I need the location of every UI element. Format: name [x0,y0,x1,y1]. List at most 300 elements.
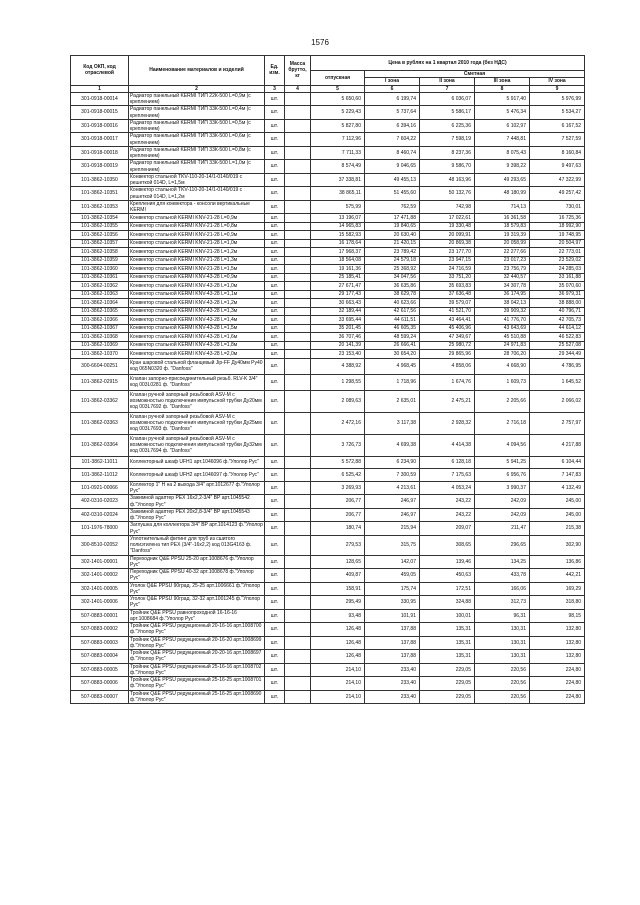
table-cell-price: 762,59 [365,200,420,214]
table-cell-unit: шт. [265,146,285,160]
table-cell-price: 9 497,63 [530,160,585,174]
table-cell-code: 101-3862-10365 [71,307,129,316]
table-cell-price: 8 075,43 [475,146,530,160]
table-cell-code: 301-0918-00015 [71,106,129,120]
table-cell-name: Уголок Q&E PPSU 90град. 32-32 арт.1001245 ф."Уполор Рус" [129,596,265,610]
table-cell-name: Коллектор 1" Н на 2 выхода 3/4" арт.1012677 ф."Уполор Рус" [129,481,265,495]
table-cell-price: 318,80 [530,596,585,610]
table-row [71,412,585,434]
table-cell-price: 206,77 [311,495,365,509]
table-cell-price: 33 161,88 [530,273,585,282]
table-row [71,282,585,291]
table-cell-name: Кран шаровой стальной фланцевый Jip-FF Ду40мм Ру40 код 065N0320 ф. "Danfoss" [130,360,263,373]
table-cell-code: 101-3862-10356 [71,231,129,240]
table-cell-mass [285,434,311,456]
table-cell-code: 101-3862-10361 [71,273,129,282]
table-cell-price: 34 047,56 [365,273,420,282]
table-cell-price: 8 460,74 [365,146,420,160]
table-cell-unit: шт. [265,582,285,596]
table-cell-name: Радиатор панельный KERMI ТИП 33К-500 L=0,8м (с креплением) [129,146,265,160]
table-cell-name: Конвектор стальной KERMI KNV-21-28 L=1,5м [129,265,265,274]
table-cell-code: 300-6604-00251 [71,358,129,374]
table-cell-price: 3 990,37 [475,481,530,495]
table-cell-price: 8 237,36 [420,146,475,160]
table-cell-price: 23 177,70 [420,248,475,257]
table-row [71,390,585,412]
table-cell-mass [285,290,311,299]
header-price-group: Цена в рублях на 1 квартал 2010 года (без НДС) [311,56,585,71]
table-cell-name: Конвектор стальной KERMI KNV-43-28 L=1,5м [129,324,265,333]
column-index: 6 [365,85,420,92]
table-cell-code: 101-3862-03364 [71,434,129,456]
table-cell-unit: шт. [265,456,285,469]
table-cell-unit: шт. [265,555,285,569]
table-cell-name: Радиатор панельный KERMI ТИП 33К-500 L=0,5м (с креплением) [129,119,265,133]
table-cell-price: 243,22 [420,495,475,509]
table-cell-price: 36 707,46 [311,333,365,342]
table-cell-price: 43 464,41 [420,316,475,325]
price-table [70,55,585,704]
table-cell-price: 23 756,79 [475,265,530,274]
table-cell-price: 19 319,39 [475,231,530,240]
table-cell-price: 36 635,86 [365,282,420,291]
table-cell-price: 29 344,49 [530,350,585,359]
column-index: 5 [311,85,365,92]
table-cell-price: 229,05 [420,690,475,704]
table-cell-unit: шт. [265,390,285,412]
table-cell-price: 33 751,20 [420,273,475,282]
table-row [71,106,585,120]
table-cell-mass [285,469,311,482]
table-cell-code: 507-0883-00001 [71,609,129,623]
table-cell-price: 38 888,00 [530,299,585,308]
header-name: Наименование материалов и изделий [129,56,265,86]
table-cell-mass [285,596,311,610]
table-cell-price: 4 213,61 [365,481,420,495]
table-cell-price: 166,06 [475,582,530,596]
table-cell-price: 101,91 [365,609,420,623]
table-cell-price: 214,10 [311,690,365,704]
table-cell-price: 2 205,66 [475,390,530,412]
table-cell-name: Крепления для конвектора - консоли вертикальные KERMI [129,200,265,214]
table-cell-unit: шт. [265,650,285,664]
table-cell-price: 233,40 [365,677,420,691]
table-cell-code: 101-3862-10351 [71,187,129,201]
table-row [71,222,585,231]
table-cell-code: 302-1401-00006 [71,596,129,610]
table-cell-price: 41 776,70 [475,316,530,325]
table-row [71,609,585,623]
table-cell-price: 132,80 [530,623,585,637]
table-cell-code: 301-0918-00018 [71,146,129,160]
table-cell-price: 26 666,41 [365,341,420,350]
table-cell-mass [285,390,311,412]
table-cell-name: Тройник Q&E PPSU редукционный 20-16-20 арт.1008699 ф."Уполор Рус" [129,636,265,650]
table-cell-unit: шт. [265,495,285,509]
table-cell-price: 29 865,96 [420,350,475,359]
table-cell-code: 301-0918-00016 [71,119,129,133]
table-cell-price: 33 695,44 [311,316,365,325]
table-cell-mass [285,412,311,434]
table-cell-mass [285,146,311,160]
table-cell-price: 742,98 [420,200,475,214]
table-cell-price: 38 865,11 [311,187,365,201]
table-cell-name: Конвектор стальной KERMI KNV-43-28 L=1,8м [129,341,265,350]
table-cell-price: 32 440,57 [475,273,530,282]
table-cell-price: 98,15 [530,609,585,623]
table-cell-price: 6 102,97 [475,119,530,133]
table-cell-price: 35 201,45 [311,324,365,333]
table-cell-price: 23 947,15 [420,256,475,265]
table-row [71,358,585,374]
table-cell-price: 714,13 [475,200,530,214]
table-cell-unit: шт. [265,239,285,248]
table-cell-code: 101-3862-10355 [71,222,129,231]
table-cell-code: 101-3862-10369 [71,341,129,350]
table-cell-price: 5 827,80 [311,119,365,133]
table-cell-name: Конвектор стальной KERMI KNV-21-28 L=1,2м [129,248,265,257]
table-cell-code: 101-3862-10359 [71,256,129,265]
table-cell-mass [285,333,311,342]
table-cell-price: 7 175,63 [420,469,475,482]
table-cell-price: 18 579,83 [475,222,530,231]
table-cell-price: 47 349,67 [420,333,475,342]
table-cell-mass [285,231,311,240]
table-cell-mass [285,106,311,120]
table-cell-price: 7 112,96 [311,133,365,147]
table-cell-unit: шт. [265,358,285,374]
table-cell-mass [285,535,311,555]
table-row [71,469,585,482]
header-release: отпускная [311,71,365,86]
column-index: 9 [530,85,585,92]
column-index: 8 [475,85,530,92]
table-cell-code: 101-1976-78000 [71,522,129,536]
table-cell-price: 20 869,38 [420,239,475,248]
table-cell-name: Конвектор стальной KERMI KNV-21-28 L=0,8м [129,222,265,231]
table-row [71,200,585,214]
table-cell-price: 47 322,99 [530,173,585,187]
table-cell-unit: шт. [265,535,285,555]
table-cell-unit: шт. [265,256,285,265]
table-cell-price: 1 298,55 [311,374,365,390]
table-row [71,623,585,637]
table-cell-price: 3 269,93 [311,481,365,495]
table-cell-price: 49 257,42 [530,187,585,201]
table-row [71,663,585,677]
table-cell-price: 36 979,31 [530,290,585,299]
table-cell-price: 4 094,56 [475,434,530,456]
table-cell-mass [285,307,311,316]
table-cell-mass [285,222,311,231]
table-row [71,146,585,160]
table-cell-price: 20 630,40 [365,231,420,240]
table-cell-price: 442,21 [530,569,585,583]
table-cell-name: Тройник Q&E PPSU редукционный 25-16-25 арт.1008701 ф."Уполор Рус" [129,677,265,691]
table-cell-code: 101-3862-10364 [71,299,129,308]
table-cell-price: 7 711,33 [311,146,365,160]
table-cell-mass [285,299,311,308]
table-cell-price: 43 643,69 [475,324,530,333]
table-cell-unit: шт. [265,508,285,522]
table-cell-price: 4 858,06 [420,358,475,374]
column-index: 2 [129,85,265,92]
table-row [71,231,585,240]
table-row [71,350,585,359]
table-cell-code: 101-3862-10362 [71,282,129,291]
table-cell-price: 6 128,18 [420,456,475,469]
table-cell-price: 233,40 [365,690,420,704]
table-cell-name: Клапан ручной запорный резьбовой ASV-M с возможностью подключения импульсной трубки Ду32мм код 003L7694 ф. "Danfoss" [129,434,265,456]
table-cell-mass [285,650,311,664]
table-cell-price: 4 053,24 [420,481,475,495]
table-cell-price: 48 180,99 [475,187,530,201]
table-cell-name: Уголок Q&E PPSU 90град. 25-25 арт.1006661 ф."Уполор Рус" [129,582,265,596]
table-cell-name: Переходник Q&E PPSU 25-20 арт.1008676 ф."Уполор Рус" [129,555,265,569]
table-cell-price: 93,48 [311,609,365,623]
table-cell-mass [285,187,311,201]
table-cell-price: 6 104,44 [530,456,585,469]
table-cell-price: 243,22 [420,508,475,522]
table-cell-unit: шт. [265,596,285,610]
table-cell-code: 402-0310-02024 [71,508,129,522]
table-cell-mass [285,173,311,187]
table-cell-price: 1 609,73 [475,374,530,390]
table-cell-price: 19 330,48 [420,222,475,231]
table-cell-price: 18 992,90 [530,222,585,231]
table-cell-name: Конвектор стальной KERMI KNV-43-28 L=0,9м [129,273,265,282]
table-cell-price: 2 716,18 [475,412,530,434]
table-cell-code: 101-3862-10360 [71,265,129,274]
table-cell-price: 220,56 [475,677,530,691]
table-cell-price: 4 968,45 [365,358,420,374]
table-cell-price: 169,29 [530,582,585,596]
table-cell-unit: шт. [265,623,285,637]
table-cell-name: Заглушка для коллектора 3/4" ВР арт.1014123 ф."Уполор Рус" [130,522,263,535]
table-cell-name: Радиатор панельный KERMI ТИП 33К-500 L=0,6м (с креплением) [129,133,265,147]
table-cell-price: 575,99 [311,200,365,214]
table-cell-price: 40 623,66 [365,299,420,308]
table-cell-price: 126,48 [311,623,365,637]
table-row [71,582,585,596]
table-cell-price: 2 757,97 [530,412,585,434]
table-cell-code: 101-0921-00066 [71,481,129,495]
table-cell-price: 46 522,83 [530,333,585,342]
table-cell-unit: шт. [265,92,285,106]
table-row [71,650,585,664]
table-cell-price: 6 234,90 [365,456,420,469]
table-cell-name: Конвектор стальной KERMI KNV-21-28 L=0,9м [129,231,265,240]
table-cell-price: 308,65 [420,535,475,555]
table-row [71,119,585,133]
table-cell-price: 9 586,70 [420,160,475,174]
table-cell-price: 25 368,92 [365,265,420,274]
table-cell-price: 6 167,52 [530,119,585,133]
table-cell-price: 295,49 [311,596,365,610]
table-cell-price: 4 132,49 [530,481,585,495]
table-cell-price: 20 058,99 [475,239,530,248]
table-cell-price: 158,91 [311,582,365,596]
table-cell-price: 5 534,27 [530,106,585,120]
table-cell-price: 302,90 [530,535,585,555]
table-cell-code: 301-0918-00017 [71,133,129,147]
header-zone-3: III зона [475,78,530,85]
table-cell-price: 44 611,51 [365,316,420,325]
table-cell-mass [285,481,311,495]
table-cell-price: 96,31 [475,609,530,623]
table-cell-price: 1 674,76 [420,374,475,390]
header-estimate: Сметная [365,71,585,78]
table-cell-unit: шт. [265,341,285,350]
table-row [71,265,585,274]
table-cell-price: 137,88 [365,623,420,637]
table-cell-price: 35 070,60 [530,282,585,291]
table-cell-price: 6 956,76 [475,469,530,482]
table-cell-price: 211,47 [475,522,530,536]
table-cell-price: 44 614,12 [530,324,585,333]
table-cell-unit: шт. [265,119,285,133]
table-cell-mass [285,569,311,583]
table-cell-name: Конвектор стальной TKV-110-20-14/1-0140/019 с решеткой 014D, L=1,2м [129,187,265,201]
page-number: 1576 [311,38,329,47]
table-cell-code: 101-3862-10368 [71,333,129,342]
table-cell-price: 22 277,66 [475,248,530,257]
table-cell-price: 45 406,96 [420,324,475,333]
table-cell-price: 24 285,03 [530,265,585,274]
table-cell-mass [285,508,311,522]
table-cell-code: 101-3862-02915 [71,374,129,390]
table-cell-mass [285,555,311,569]
table-cell-code: 300-8510-02052 [71,535,129,555]
table-cell-name: Конвектор стальной KERMI KNV-43-28 L=1,1м [129,290,265,299]
table-cell-price: 2 089,63 [311,390,365,412]
table-cell-price: 24 579,18 [365,256,420,265]
table-cell-price: 30 654,20 [365,350,420,359]
table-cell-price: 21 420,15 [365,239,420,248]
table-cell-mass [285,133,311,147]
table-cell-price: 40 796,71 [530,307,585,316]
table-cell-price: 37 636,48 [420,290,475,299]
table-cell-price: 175,74 [365,582,420,596]
table-row [71,434,585,456]
table-cell-code: 302-1401-00005 [71,582,129,596]
table-cell-price: 4 388,92 [311,358,365,374]
table-cell-price: 279,53 [311,535,365,555]
table-cell-unit: шт. [265,434,285,456]
table-cell-price: 1 718,96 [365,374,420,390]
table-cell-name: Конвектор стальной TKV-110-20-14/1-0140/019 с решеткой 014D, L=1,5м [129,173,265,187]
table-cell-name: Коллекторный шкаф UFH1 арт.1046096 ф."Уполор Рус" [129,456,265,469]
table-cell-mass [285,636,311,650]
table-row [71,636,585,650]
table-cell-name: Конвектор стальной KERMI KNV-21-28 L=1,0м [129,239,265,248]
table-cell-code: 101-3862-03363 [71,412,129,434]
table-cell-price: 233,40 [365,663,420,677]
table-cell-price: 126,48 [311,650,365,664]
table-cell-price: 5 917,40 [475,92,530,106]
table-cell-price: 23 017,23 [475,256,530,265]
table-cell-price: 246,97 [365,508,420,522]
table-cell-price: 36 174,95 [475,290,530,299]
table-cell-unit: шт. [265,222,285,231]
table-cell-code: 507-0883-00003 [71,636,129,650]
table-cell-price: 128,65 [311,555,365,569]
table-cell-price: 20 099,91 [420,231,475,240]
table-cell-price: 214,10 [311,677,365,691]
table-cell-mass [285,273,311,282]
table-cell-price: 214,10 [311,663,365,677]
table-cell-mass [285,119,311,133]
table-cell-price: 3 726,73 [311,434,365,456]
table-cell-price: 7 300,59 [365,469,420,482]
table-cell-price: 19 840,65 [365,222,420,231]
table-cell-price: 172,51 [420,582,475,596]
table-cell-price: 5 229,43 [311,106,365,120]
table-cell-price: 2 928,32 [420,412,475,434]
table-cell-mass [285,358,311,374]
table-cell-price: 16 361,58 [475,214,530,223]
table-cell-price: 2 472,16 [311,412,365,434]
table-cell-price: 5 476,34 [475,106,530,120]
table-cell-price: 5 572,88 [311,456,365,469]
header-zone-2: II зона [420,78,475,85]
table-cell-mass [285,374,311,390]
table-cell-price: 23 153,40 [311,350,365,359]
table-cell-code: 302-1401-00001 [71,555,129,569]
column-index: 1 [71,85,129,92]
table-cell-unit: шт. [265,187,285,201]
table-cell-price: 48 599,24 [365,333,420,342]
table-cell-price: 5 941,25 [475,456,530,469]
table-cell-price: 20 141,39 [311,341,365,350]
table-cell-price: 224,80 [530,663,585,677]
table-cell-code: 507-0883-00002 [71,623,129,637]
table-cell-price: 409,87 [311,569,365,583]
table-cell-price: 245,00 [530,495,585,509]
table-cell-price: 19 161,36 [311,265,365,274]
table-cell-price: 126,48 [311,636,365,650]
table-cell-unit: шт. [265,412,285,434]
table-cell-price: 130,31 [475,623,530,637]
table-cell-price: 4 699,38 [365,434,420,456]
table-cell-unit: шт. [265,569,285,583]
table-cell-price: 135,31 [420,636,475,650]
table-row [71,374,585,390]
table-cell-price: 5 737,64 [365,106,420,120]
table-cell-name: Тройник Q&E PPSU редукционный 20-20-16 арт.1008697 ф."Уполор Рус" [129,650,265,664]
table-cell-unit: шт. [265,200,285,214]
table-cell-price: 220,56 [475,663,530,677]
table-cell-name: Коллекторный шкаф UFH2 арт.1046097 ф."Уполор Рус" [129,469,265,482]
table-cell-price: 4 668,90 [475,358,530,374]
table-cell-price: 459,05 [365,569,420,583]
table-cell-price: 46 605,35 [365,324,420,333]
table-row [71,508,585,522]
table-cell-mass [285,350,311,359]
table-cell-unit: шт. [265,609,285,623]
table-cell-price: 3 117,38 [365,412,420,434]
table-row [71,299,585,308]
table-cell-price: 215,94 [365,522,420,536]
table-cell-price: 312,73 [475,596,530,610]
table-cell-unit: шт. [265,290,285,299]
header-zone-1: I зона [365,78,420,85]
table-cell-unit: шт. [265,282,285,291]
table-cell-price: 18 564,08 [311,256,365,265]
table-cell-price: 324,88 [420,596,475,610]
table-cell-code: 402-0310-02023 [71,495,129,509]
table-cell-price: 16 178,64 [311,239,365,248]
